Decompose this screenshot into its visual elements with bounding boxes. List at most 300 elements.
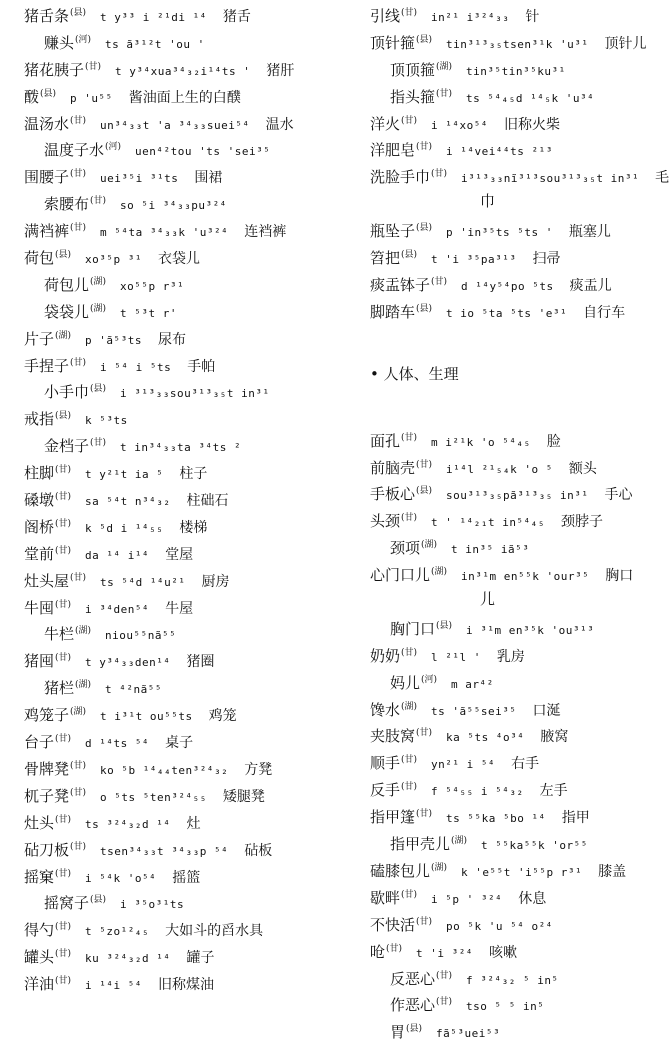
entry-phonetic: ka ⁵ts ⁴o³⁴	[446, 731, 525, 745]
entry-phonetic: in²¹ i³²⁴₃₃	[431, 11, 510, 24]
entry-word: 妈儿	[390, 673, 421, 692]
entry-gloss: 衣袋儿	[158, 251, 201, 268]
dialect-entry	[24, 269, 349, 296]
entry-phonetic: p 'u⁵⁵	[70, 91, 113, 105]
entry-gloss: 方凳	[244, 761, 273, 778]
entry-phonetic: m i²¹k 'o ⁵⁴₄₅	[431, 435, 531, 449]
entry-word: 奶奶	[370, 646, 401, 665]
dialect-entry	[24, 484, 349, 511]
dialect-tag: (甘)	[401, 755, 418, 766]
entry-phonetic: ts ã³¹²t 'ou '	[105, 37, 205, 51]
dialect-entry	[24, 968, 349, 995]
entry-word: 头颈	[370, 512, 401, 531]
dialect-tag: (甘)	[55, 949, 72, 960]
entry-gloss: 厨房	[201, 573, 230, 590]
entry-phonetic: p 'in³⁵ts ⁵ts '	[446, 226, 553, 240]
entry-phonetic: ts ⁵⁴d ¹⁴u²¹	[100, 575, 186, 589]
dialect-tag: (甘)	[85, 61, 102, 72]
entry-phonetic: da ¹⁴ i¹⁴	[85, 548, 150, 562]
entry-phonetic: i ¹⁴vei⁴⁴ts ²¹³	[446, 145, 553, 159]
dialect-tag: (甘)	[401, 782, 418, 793]
dialect-entry	[24, 699, 349, 726]
entry-word: 引线	[370, 7, 401, 25]
entry-word: 荷包儿	[44, 275, 90, 294]
dialect-tag: (湖)	[431, 567, 448, 578]
dialect-entry	[370, 0, 668, 27]
entry-phonetic: k 'e⁵⁵t 'i⁵⁵p r³¹	[461, 865, 583, 879]
right-column	[370, 0, 668, 1043]
dialect-entry	[370, 134, 668, 161]
entry-phonetic: t ⁵⁵ka⁵⁵k 'or⁵⁵	[481, 839, 588, 853]
dialect-entry	[370, 909, 668, 936]
entry-phonetic: xo³⁵p ³¹	[85, 253, 143, 267]
entry-phonetic: o ⁵ts ⁵ten³²⁴₅₅	[100, 790, 207, 804]
section-title: • 人体、生理	[370, 364, 459, 383]
dialect-tag: (甘)	[431, 276, 448, 287]
entry-gloss: 摇篮	[172, 869, 201, 886]
entry-gloss: 额头	[568, 460, 597, 477]
dialect-entry	[24, 592, 349, 619]
entry-phonetic: i ¹⁴i ⁵⁴	[85, 979, 143, 993]
entry-gloss: 连裆裤	[244, 224, 287, 241]
dialect-tag: (县)	[406, 1024, 423, 1035]
entry-gloss: 颈脖子	[561, 514, 604, 531]
entry-phonetic: sa ⁵⁴t n³⁴₃₂	[85, 495, 171, 509]
dialect-entry	[370, 801, 668, 828]
dialect-entry	[370, 215, 668, 242]
entry-gloss: 温水	[265, 116, 294, 133]
entry-word: 灶头	[24, 813, 55, 832]
dialect-entry	[370, 296, 668, 323]
dialect-entry	[24, 242, 349, 269]
dialect-tag: (甘)	[416, 459, 433, 470]
dialect-tag: (县)	[401, 250, 418, 261]
dialect-entry	[370, 747, 668, 774]
entry-phonetic: ts 'ã⁵⁵sei³⁵	[431, 704, 517, 718]
entry-word: 猪囤	[24, 652, 55, 671]
entry-word: 索腰布	[44, 195, 90, 214]
entry-word: 温汤水	[24, 114, 70, 133]
dialect-tag: (甘)	[436, 970, 453, 981]
entry-word: 片子	[24, 329, 55, 348]
entry-gloss: 左手	[539, 783, 568, 800]
dialect-entry	[24, 457, 349, 484]
entry-gloss: 脸	[546, 433, 561, 450]
entry-gloss: 膝盖	[598, 863, 627, 880]
dialect-tag: (甘)	[70, 787, 87, 798]
dialect-tag: (甘)	[55, 976, 72, 987]
entry-phonetic: xo⁵⁵p r³¹	[120, 279, 185, 293]
entry-word: 牛囤	[24, 598, 55, 617]
dialect-entry	[370, 882, 668, 909]
entry-word: 不快活	[370, 915, 416, 934]
entry-phonetic: f ⁵⁴₅₅ i ⁵⁴₃₂	[431, 785, 524, 799]
entry-gloss: 猪肝	[266, 62, 295, 79]
dialect-entry	[24, 807, 349, 834]
dialect-entry	[24, 323, 349, 350]
dialect-entry	[24, 645, 349, 672]
dialect-entry	[24, 27, 349, 54]
entry-phonetic: i ⁵p ' ³²⁴	[431, 892, 503, 906]
dialect-tag: (河)	[421, 674, 438, 685]
entry-word: 摇窝子	[44, 894, 90, 913]
entry-phonetic: ts ³²⁴₃₂d ¹⁴	[85, 817, 171, 831]
dialect-entry	[370, 54, 668, 81]
dialect-tag: (湖)	[70, 707, 87, 718]
dialect-entry	[370, 269, 668, 296]
dialect-tag: (县)	[90, 895, 107, 906]
entry-phonetic: t in³⁴₃₃ta ³⁴ts ²	[120, 441, 242, 455]
entry-word: 夹肢窝	[370, 727, 416, 746]
entry-word: 满裆裤	[24, 222, 70, 241]
entry-word: 胃	[390, 1023, 406, 1042]
entry-gloss: 牛屋	[165, 600, 194, 617]
entry-phonetic: sou³¹³₃₅pã³¹³₃₅ in³¹	[446, 489, 589, 503]
entry-gloss: 口涎	[532, 702, 561, 719]
dialect-entry	[24, 914, 349, 941]
entry-word: 赚头	[44, 33, 75, 52]
entry-word: 阁桥	[24, 517, 55, 536]
entry-word: 脚踏车	[370, 302, 416, 321]
entry-word: 手捏子	[24, 356, 70, 375]
dialect-entry	[24, 403, 349, 430]
dialect-entry	[24, 0, 349, 27]
dialect-entry	[24, 376, 349, 403]
entry-gloss: 砧板	[244, 842, 273, 859]
entry-gloss: 罐子	[186, 950, 215, 967]
entry-word: 金档子	[44, 437, 90, 456]
entry-phonetic: ts ⁵⁴₄₅d ¹⁴₅k 'u³⁴	[466, 91, 595, 105]
entry-gloss: 鸡笼	[208, 708, 237, 725]
entry-gloss: 手心	[604, 487, 633, 504]
entry-word: 鸡笼子	[24, 706, 70, 725]
entry-phonetic: t io ⁵ta ⁵ts 'e³¹	[446, 306, 568, 320]
dialect-tag: (甘)	[55, 545, 72, 556]
entry-phonetic: m ar⁴²	[451, 677, 494, 691]
entry-gloss: 扫帚	[532, 251, 561, 268]
dialect-tag: (甘)	[70, 841, 87, 852]
entry-phonetic: m ⁵⁴ta ³⁴₃₃k 'u³²⁴	[100, 226, 229, 240]
entry-gloss: 指甲	[561, 810, 590, 827]
entry-phonetic: i ¹⁴xo⁵⁴	[431, 118, 489, 132]
entry-gloss: 猪舌	[222, 9, 251, 25]
left-column	[24, 0, 349, 995]
dialect-entry	[370, 694, 668, 721]
entry-word: 戒指	[24, 410, 55, 429]
entry-word: 柱脚	[24, 464, 55, 483]
dialect-entry	[370, 425, 668, 452]
entry-word: 摇窠	[24, 867, 55, 886]
entry-phonetic: i ⁵⁴k 'o⁵⁴	[85, 871, 157, 885]
entry-word: 猪栏	[44, 679, 75, 698]
entry-phonetic: t y³⁴₃₃den¹⁴	[85, 656, 171, 670]
dialect-tag: (湖)	[55, 330, 72, 341]
dialect-entry	[24, 161, 349, 188]
entry-phonetic: so ⁵i ³⁴₃₃pu³²⁴	[120, 199, 227, 213]
dialect-tag: (湖)	[431, 862, 448, 873]
entry-word: 荷包	[24, 249, 55, 268]
dialect-entry	[24, 565, 349, 592]
entry-gloss: 柱子	[179, 466, 208, 483]
entry-gloss: 顶针儿	[604, 35, 647, 52]
dialect-entry	[24, 861, 349, 888]
dialect-tag: (甘)	[401, 889, 418, 900]
entry-word: 罐头	[24, 948, 55, 967]
dialect-entry	[24, 134, 349, 161]
dialect-tag: (甘)	[431, 169, 448, 180]
dialect-tag: (河)	[75, 34, 92, 45]
entry-word: 面孔	[370, 431, 401, 450]
entry-phonetic: t 'i ³⁵pa³¹³	[431, 253, 517, 267]
entry-word: 指头箍	[390, 87, 436, 106]
entry-word: 顶顶箍	[390, 60, 436, 79]
dialect-entry	[370, 161, 668, 188]
entry-word: 牛栏	[44, 625, 75, 644]
entry-phonetic: in³¹m en⁵⁵k 'our³⁵	[461, 570, 590, 584]
dialect-entry	[24, 618, 349, 645]
dialect-tag: (湖)	[75, 626, 92, 637]
dialect-tag: (河)	[105, 142, 122, 153]
entry-phonetic: tin³¹³₃₅tsen³¹k 'u³¹	[446, 37, 589, 51]
dialect-entry	[370, 774, 668, 801]
entry-word: 猪舌条	[24, 7, 70, 25]
entry-phonetic: t 'i ³²⁴	[416, 946, 474, 960]
entry-word: 顶针箍	[370, 33, 416, 52]
entry-word: 前脑壳	[370, 458, 416, 477]
entry-phonetic: i ³¹m en³⁵k 'ou³¹³	[466, 623, 595, 637]
dialect-tag: (湖)	[451, 836, 468, 847]
dialect-entry	[24, 672, 349, 699]
dialect-entry	[24, 538, 349, 565]
entry-gloss: 桌子	[165, 735, 194, 752]
entry-word: 反恶心	[390, 969, 436, 988]
entry-gloss: 针	[525, 9, 540, 25]
dialect-entry	[370, 108, 668, 135]
dialect-tag: (湖)	[75, 680, 92, 691]
dialect-tag: (湖)	[90, 303, 107, 314]
entry-phonetic: t y²¹t ia ⁵	[85, 468, 164, 482]
entry-phonetic: i¹⁴l ²¹₅₄k 'o ⁵	[446, 462, 553, 476]
entry-gloss: 灶	[186, 815, 201, 832]
entry-word: 馋水	[370, 700, 401, 719]
entry-word: 反手	[370, 781, 401, 800]
dialect-entry	[24, 430, 349, 457]
entry-gloss: 咳嗽	[489, 944, 518, 961]
entry-phonetic: uei³⁵i ³¹ts	[100, 172, 179, 186]
dialect-entry	[24, 350, 349, 377]
entry-word: 洗脸手巾	[370, 168, 431, 187]
dialect-entry	[370, 27, 668, 54]
entry-gloss: 胸口	[605, 568, 634, 585]
dialect-tag: (县)	[55, 250, 72, 261]
entry-word: 胸门口	[390, 619, 436, 638]
dialect-tag: (甘)	[416, 809, 433, 820]
dialect-entry	[370, 81, 668, 108]
entry-gloss: 痰盂儿	[569, 277, 612, 294]
dialect-entry	[24, 834, 349, 861]
entry-word: 砧刀板	[24, 840, 70, 859]
entry-phonetic: i ³⁴den⁵⁴	[85, 602, 150, 616]
entry-word: 痰盂钵子	[370, 275, 431, 294]
entry-phonetic: tso ⁵ ⁵ in⁵	[466, 1000, 545, 1014]
dialect-tag: (甘)	[55, 814, 72, 825]
dialect-entry	[24, 81, 349, 108]
entry-gloss: 手帕	[187, 358, 216, 375]
entry-phonetic: tin³⁵tin³⁵ku³¹	[466, 64, 566, 78]
spacer	[370, 391, 668, 425]
dialect-entry	[24, 511, 349, 538]
dialect-entry	[24, 726, 349, 753]
dialect-entry	[24, 54, 349, 81]
dialect-entry	[24, 887, 349, 914]
dialect-entry	[370, 478, 668, 505]
entry-word: 手板心	[370, 485, 416, 504]
dialect-entry	[24, 941, 349, 968]
entry-gloss: 围裙	[194, 170, 223, 187]
entry-word: 指甲篷	[370, 808, 416, 827]
entry-gloss: 尿布	[158, 331, 187, 348]
entry-phonetic: t ⁴²nã⁵⁵	[105, 683, 163, 697]
dialect-tag: (甘)	[416, 916, 433, 927]
entry-word: 洋肥皂	[370, 141, 416, 160]
entry-phonetic: t in³⁵ iã⁵³	[451, 543, 530, 557]
entry-phonetic: tsen³⁴₃₃t ³⁴₃₃p ⁵⁴	[100, 844, 229, 858]
dialect-tag: (甘)	[55, 465, 72, 476]
entry-word: 温度子水	[44, 141, 105, 160]
dialect-entry	[370, 1016, 668, 1043]
entry-gloss: 腋窝	[540, 729, 569, 746]
dialect-entry	[24, 215, 349, 242]
entry-word: 小手巾	[44, 383, 90, 402]
entry-word: 笤把	[370, 249, 401, 268]
dialect-tag: (甘)	[55, 653, 72, 664]
dialect-entry	[370, 963, 668, 990]
dialect-entry	[370, 828, 668, 855]
entry-gloss: 柱础石	[186, 493, 229, 510]
dialect-tag: (县)	[416, 486, 433, 497]
dialect-entry	[370, 559, 668, 586]
entry-word: 得勺	[24, 921, 55, 940]
entry-phonetic: t y³⁴xua³⁴₃₂i¹⁴ts '	[115, 64, 251, 78]
dialect-tag: (甘)	[55, 868, 72, 879]
dialect-entry	[370, 505, 668, 532]
entry-gloss: 右手	[511, 756, 540, 773]
dialect-tag: (湖)	[401, 701, 418, 712]
entry-phonetic: i ⁵⁴ i ⁵ts	[100, 360, 172, 374]
entry-word: 灶头屋	[24, 571, 70, 590]
entry-gloss: 堂屋	[165, 546, 194, 563]
dialect-tag: (县)	[416, 303, 433, 314]
dialect-entry	[370, 667, 668, 694]
entry-phonetic: po ⁵k 'u ⁵⁴ o²⁴	[446, 919, 553, 933]
entry-phonetic: t ' ¹⁴₂₁t in⁵⁴₄₅	[431, 516, 546, 530]
entry-phonetic: i ³¹³₃₃sou³¹³₃₅t in³¹	[120, 387, 270, 401]
entry-gloss: 旧称煤油	[158, 977, 215, 994]
dialect-tag: (甘)	[436, 88, 453, 99]
entry-phonetic: d ¹⁴ts ⁵⁴	[85, 737, 150, 751]
entry-phonetic: i ³⁵o³¹ts	[120, 898, 185, 912]
entry-continuation	[370, 586, 668, 613]
dialect-entry	[370, 640, 668, 667]
dialect-tag: (甘)	[401, 8, 418, 18]
entry-gloss: 毛	[655, 170, 670, 187]
continuation-text: 儿	[480, 590, 496, 609]
dialect-tag: (县)	[90, 384, 107, 395]
entry-word: 骨牌凳	[24, 759, 70, 778]
dialect-tag: (甘)	[416, 728, 433, 739]
entry-word: 洋油	[24, 975, 55, 994]
dialect-tag: (甘)	[386, 943, 403, 954]
dialect-tag: (甘)	[55, 922, 72, 933]
dialect-tag: (甘)	[70, 760, 87, 771]
entry-word: 堂前	[24, 544, 55, 563]
dialect-tag: (甘)	[401, 513, 418, 524]
entry-phonetic: f ³²⁴₃₂ ⁵ in⁵	[466, 973, 559, 987]
dialect-tag: (县)	[55, 411, 72, 422]
dialect-tag: (甘)	[70, 223, 87, 234]
dialect-tag: (甘)	[90, 438, 107, 449]
entry-word: 猪花胰子	[24, 60, 85, 79]
dialect-tag: (湖)	[421, 540, 438, 551]
entry-gloss: 大如斗的舀水具	[165, 923, 264, 940]
dialect-tag: (甘)	[55, 599, 72, 610]
entry-gloss: 乳房	[496, 648, 525, 665]
entry-phonetic: ko ⁵b ¹⁴₄₄ten³²⁴₃₂	[100, 763, 229, 777]
entry-word: 围腰子	[24, 168, 70, 187]
entry-word: 歇畔	[370, 888, 401, 907]
dialect-tag: (县)	[416, 223, 433, 234]
dialect-tag: (甘)	[416, 142, 433, 153]
dialect-tag: (县)	[436, 620, 453, 631]
entry-phonetic: k ⁵d i ¹⁴₅₅	[85, 521, 164, 535]
dialect-entry	[24, 780, 349, 807]
entry-word: 指甲壳儿	[390, 835, 451, 854]
dialect-entry	[370, 936, 668, 963]
dialect-entry	[370, 855, 668, 882]
entry-phonetic: l ²¹l '	[431, 650, 481, 664]
dialect-tag: (湖)	[436, 61, 453, 72]
entry-phonetic: t ⁵zo¹²₄₅	[85, 925, 150, 939]
dialect-tag: (甘)	[401, 115, 418, 126]
dialect-tag: (县)	[416, 34, 433, 45]
entry-gloss: 矮腿凳	[222, 788, 265, 805]
dialect-tag: (甘)	[436, 997, 453, 1008]
dialect-tag: (甘)	[70, 115, 87, 126]
entry-word: 杌子凳	[24, 786, 70, 805]
entry-word: 磉墩	[24, 491, 55, 510]
entry-phonetic: ts ⁵⁵ka ⁵bo ¹⁴	[446, 812, 546, 826]
dialect-entry	[370, 720, 668, 747]
entry-gloss: 自行车	[583, 304, 626, 321]
entry-word: 瓶坠子	[370, 222, 416, 241]
entry-word: 台子	[24, 733, 55, 752]
dialect-tag: (县)	[70, 8, 87, 18]
dialect-entry	[24, 108, 349, 135]
entry-phonetic: t y³³ i ²¹di ¹⁴	[100, 11, 207, 24]
entry-word: 酦	[24, 87, 40, 106]
continuation-text: 巾	[480, 192, 496, 211]
dialect-entry	[370, 532, 668, 559]
dialect-tag: (甘)	[70, 169, 87, 180]
entry-phonetic: t i³¹t ou⁵⁵ts	[100, 710, 193, 724]
dialect-tag: (甘)	[55, 734, 72, 745]
dialect-entry	[24, 188, 349, 215]
dialect-tag: (甘)	[55, 518, 72, 529]
entry-word: 作恶心	[390, 996, 436, 1015]
entry-gloss: 酱油面上生的白醭	[128, 89, 241, 106]
dialect-tag: (甘)	[90, 196, 107, 207]
entry-phonetic: un³⁴₃₃t 'a ³⁴₃₃suei⁵⁴	[100, 118, 250, 132]
